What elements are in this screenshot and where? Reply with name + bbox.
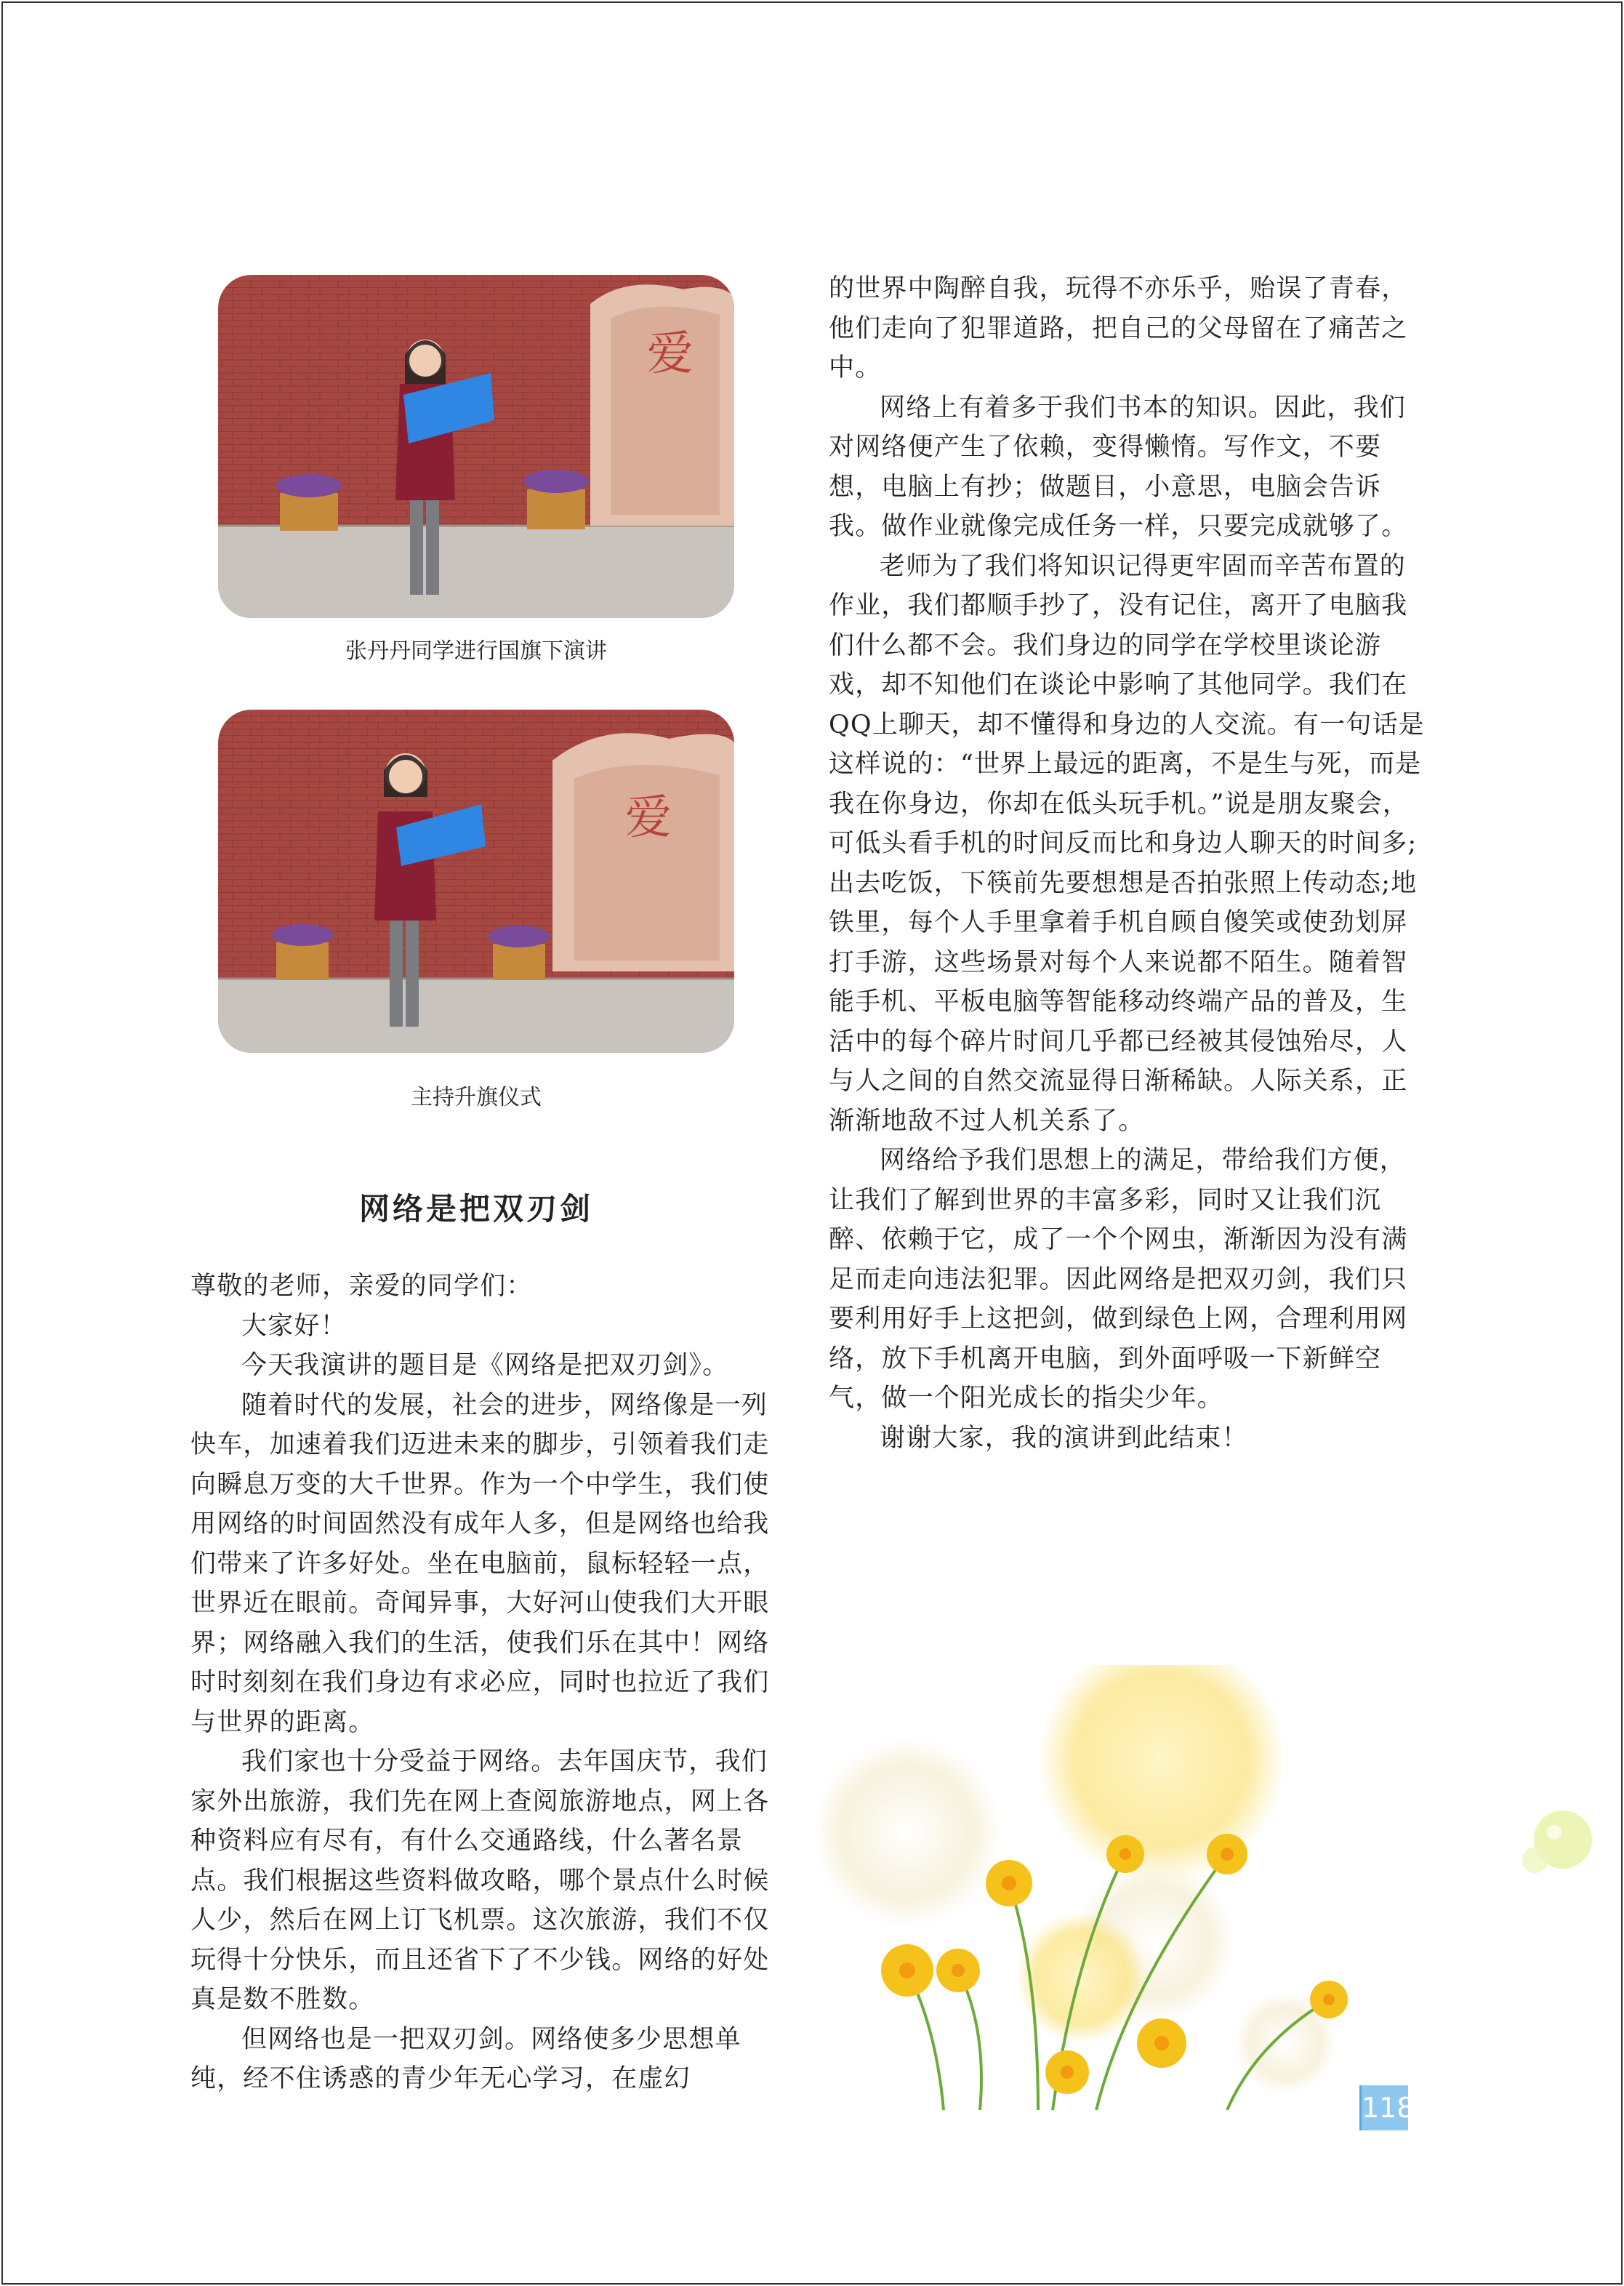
page-number: 118 [1359,2085,1408,2130]
paragraph-continuation: 的世界中陶醉自我，玩得不亦乐乎，贻误了青春，他们走向了犯罪道路，把自己的父母留在了痛苦之中。 [829,274,1408,382]
sign-text: 爱 [647,327,694,381]
speech-left-column [190,1267,772,2099]
paragraph: 网络给予我们思想上的满足，带给我们方便，让我们了解到世界的丰富多彩，同时又让我们沉醉、依赖于它，成了一个个网虫，渐渐因为没有满足而走向违法犯罪。因此网络是把双刃剑，我们只要利用好手上这把剑，做到绿色上网，合理利用网络，放下手机离开电脑，到外面呼吸一下新鲜空气，做一个阳光成长的指尖少年。 [829,1146,1408,1413]
photo-caption: 主持升旗仪式 [411,1085,542,1110]
photo-caption: 张丹丹同学进行国旗下演讲 [345,638,607,664]
paragraph: 随着时代的发展，社会的进步，网络像是一列快车，加速着我们迈进未来的脚步，引领着我们走向瞬息万变的大千世界。作为一个中学生，我们使用网络的时间固然没有成年人多，但是网络也给我们带来了许多好处。坐在电脑前，鼠标轻轻一点，世界近在眼前。奇闻异事，大好河山使我们大开眼界；网络融入我们的生活，使我们乐在其中！网络时时刻刻在我们身边有求必应，同时也拉近了我们与世界的距离。 [190,1390,770,1737]
flag-ceremony-photo [218,710,734,1053]
sign-text: 爱 [625,791,672,845]
speech-right-column [829,269,1425,1458]
bubble-decoration [1512,1796,1614,1898]
paragraph: 谢谢大家，我的演讲到此结束！ [880,1423,1248,1453]
paragraph: 今天我演讲的题目是《网络是把双刃剑》。 [241,1351,729,1380]
greeting: 尊敬的老师，亲爱的同学们： [190,1272,533,1301]
paragraph: 但网络也是一把双刃剑。网络使多少思想单纯，经不住诱惑的青少年无心学习，在虚幻 [190,2024,741,2093]
paragraph: 网络上有着多于我们书本的知识。因此，我们对网络便产生了依赖，变得懒惰。写作文，不要想，电脑上有抄；做题目，小意思，电脑会告诉我。做作业就像完成任务一样，只要完成就够了。 [829,393,1408,541]
flower-illustration [820,1665,1432,2110]
paragraph: 大家好！ [241,1311,347,1341]
paragraph: 老师为了我们将知识记得更牢固而辛苦布置的作业，我们都顺手抄了，没有记住，离开了电脑我们什么都不会。我们身边的同学在学校里谈论游戏，却不知他们在谈论中影响了其他同学。我们在QQ上聊天，却不懂得和身边的人交流。有一句话是这样说的：“世界上最远的距离，不是生与死，而是我在你身边，你却在低头玩手机。”说是朋友聚会，可低头看手机的时间反而比和身边人聊天的时间多;出去吃饭，下筷前先要想想是否拍张照上传动态;地铁里，每个人手里拿着手机自顾自傻笑或使劲划屏打手游，这些场景对每个人来说都不陌生。随着智能手机、平板电脑等智能移动终端产品的普及，生活中的每个碎片时间几乎都已经被其侵蚀殆尽，人与人之间的自然交流显得日渐稀缺。人际关系，正渐渐地敌不过人机关系了。 [829,551,1425,1136]
speech-photo [218,275,734,618]
paragraph: 我们家也十分受益于网络。去年国庆节，我们家外出旅游，我们先在网上查阅旅游地点，网上各种资料应有尽有，有什么交通路线，什么著名景点。我们根据这些资料做攻略，哪个景点什么时候人少，然后在网上订飞机票。这次旅游，我们不仅玩得十分快乐，而且还省下了不少钱。网络的好处真是数不胜数。 [190,1747,770,2014]
speech-title: 网络是把双刃剑 [358,1191,593,1227]
